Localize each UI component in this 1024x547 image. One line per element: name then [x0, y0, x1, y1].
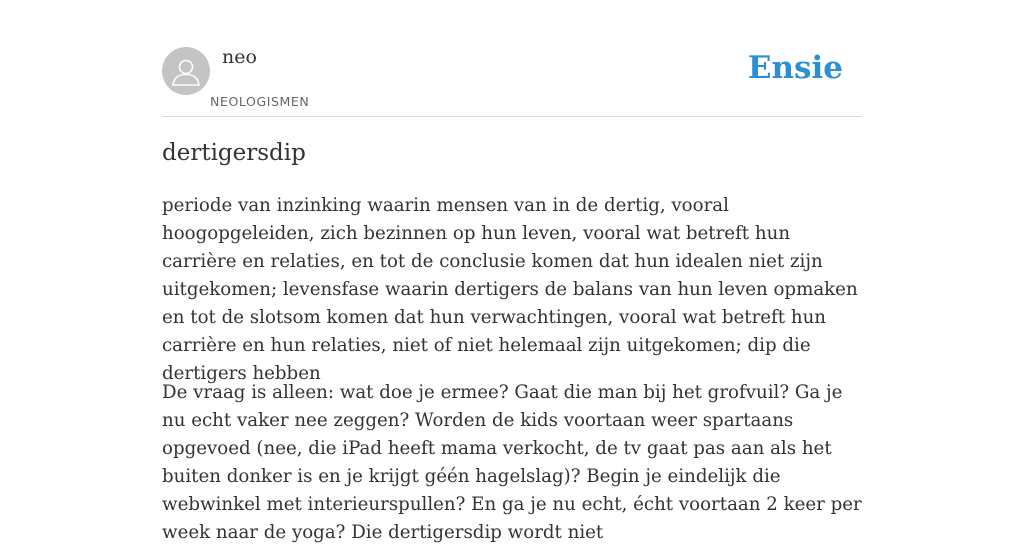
site-logo[interactable]: Ensie: [747, 50, 843, 86]
author-name-link[interactable]: neo: [222, 46, 257, 68]
page-title: dertigersdip: [162, 140, 306, 166]
avatar[interactable]: [162, 47, 210, 95]
entry-card: [162, 0, 862, 543]
user-silhouette-icon: [162, 47, 210, 95]
example-text: De vraag is alleen: wat doe je ermee? Gaat die man bij het grofvuil? Ga je nu echt vaker nee zeggen? Worden de kids voortaan weer spartaans opgevoed (nee, die iPad heeft mama verkocht, de tv gaat pas aan als het buiten donker is en je krijgt géén hagelslag)? Begin je eindelijk die webwinkel met interieurspullen? En ga je nu echt, écht voortaan 2 keer per week naar de yoga? Die dertigersdip wordt niet: [162, 382, 862, 543]
definition-text: periode van inzinking waarin mensen van in de dertig, vooral hoogopgeleiden, zich bezinnen op hun leven, vooral wat betreft hun carrière en relaties, en tot de conclusie komen dat hun idealen niet zijn uitgekomen; levensfase waarin dertigers de balans van hun leven opmaken en tot de slotsom komen dat hun verwachtingen, vooral wat betreft hun carrière en hun relaties, niet of niet helemaal zijn uitgekomen; dip die dertigers hebben: [162, 195, 858, 384]
category-link[interactable]: NEOLOGISMEN: [210, 94, 310, 109]
entry-header: [162, 0, 862, 117]
